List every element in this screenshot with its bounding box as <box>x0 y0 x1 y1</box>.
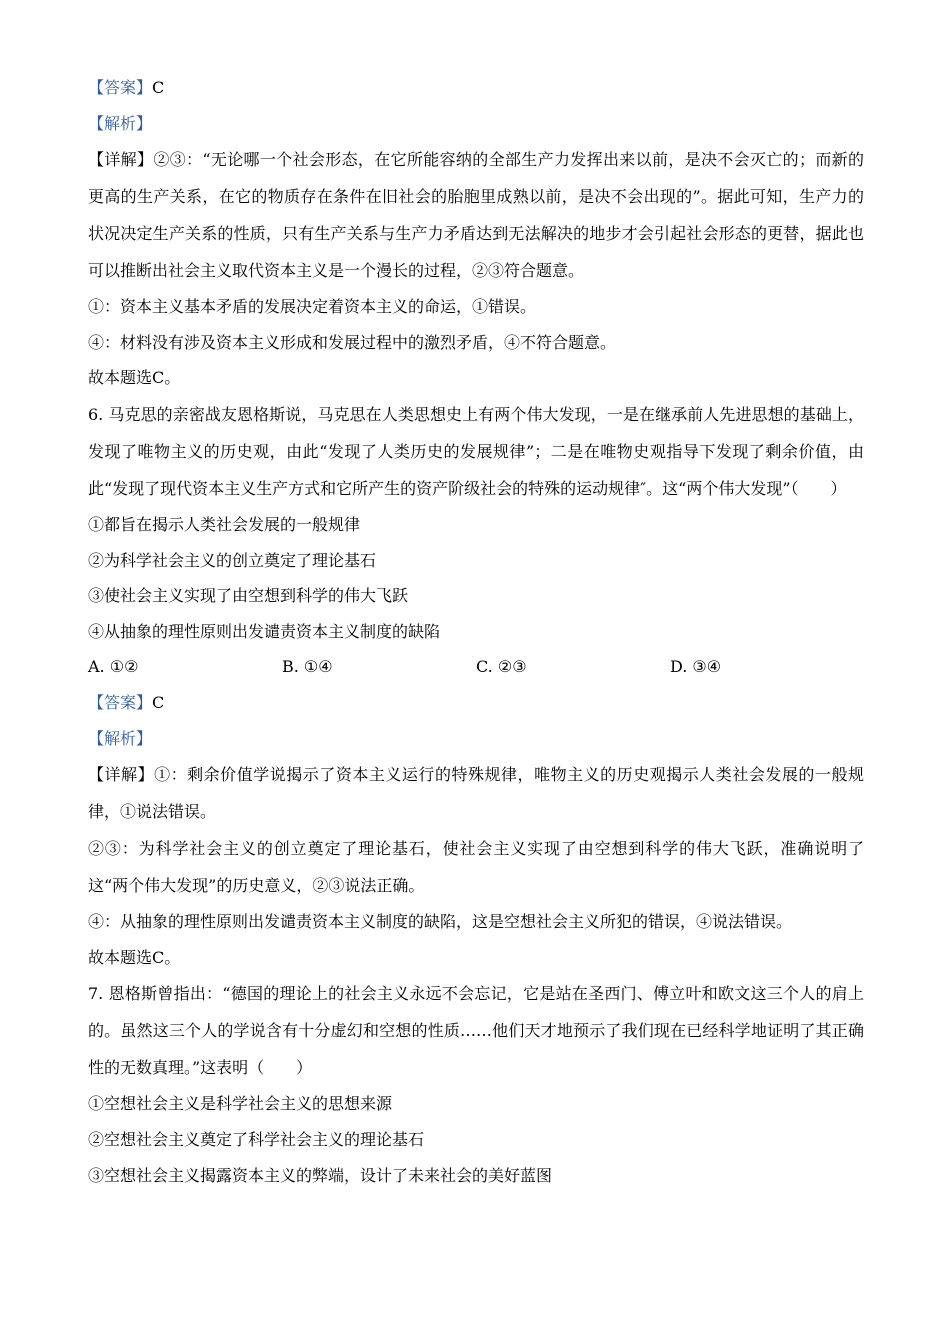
q6-conclusion: 故本题选C。 <box>88 947 181 967</box>
q7-item-2: ②空想社会主义奠定了科学社会主义的理论基石 <box>88 1129 425 1149</box>
q5-conclusion: 故本题选C。 <box>88 368 181 388</box>
q6-analysis-line <box>88 721 864 757</box>
document-page <box>88 70 864 1193</box>
detail-tag: 【详解】 <box>88 150 154 170</box>
answer-tag: 【答案】 <box>88 78 153 97</box>
q5-detail-paragraph <box>88 141 864 289</box>
q6-item-4: ④从抽象的理性原则出发谴责资本主义制度的缺陷 <box>88 621 441 641</box>
answer-value: C <box>152 78 165 97</box>
detail-text: ②③：“无论哪一个社会形态，在它所能容纳的全部生产力发挥出来以前，是决不会灭亡的；而新的更高的生产关系，在它的物质存在条件在旧社会的胎胞里成熟以前，是决不会出现的”。据此可知，生产力的状况决定生产关系的性质，只有生产关系与生产力矛盾达到无法解决的地步才会引起社会形态的更替，据此也可以推断出社会主义取代资本主义是一个漫长的过程，②③符合题意。 <box>88 150 864 281</box>
option-a: A. ①② <box>88 657 139 677</box>
analysis-tag: 【解析】 <box>88 728 153 748</box>
q5-analysis-line <box>88 106 864 142</box>
q6-stem: 6. 马克思的亲密战友恩格斯说，马克思在人类思想史上有两个伟大发现，一是在继承前人先进思想的基础上，发现了唯物主义的历史观，由此“发现了人类历史的发展规律”；二是在唯物史观指导下发现了剩余价值，由此“发现了现代资本主义生产方式和它所产生的资产阶级社会的特殊的运动规律″。这“两个伟大发现”（ ） <box>88 404 864 498</box>
option-b: B. ①④ <box>282 657 333 677</box>
q6-answer-line <box>88 685 864 721</box>
q7-item-3: ③空想社会主义揭露资本主义的弊端，设计了未来社会的美好蓝图 <box>88 1165 553 1185</box>
q5-detail-line-2: ①：资本主义基本矛盾的发展决定着资本主义的命运，①错误。 <box>88 297 537 317</box>
answer-value: C <box>152 692 165 712</box>
detail-text: ①：剩余价值学说揭示了资本主义运行的特殊规律，唯物主义的历史观揭示人类社会发展的一般规律，①说法错误。 <box>88 765 864 822</box>
answer-tag: 【答案】 <box>88 692 153 712</box>
q6-item-1: ①都旨在揭示人类社会发展的一般规律 <box>88 514 361 534</box>
detail-tag: 【详解】 <box>88 765 155 785</box>
q6-detail-paragraph-2: ②③：为科学社会主义的创立奠定了理论基石，使社会主义实现了由空想到科学的伟大飞跃，准确说明了这“两个伟大发现”的历史意义，②③说法正确。 <box>88 839 864 896</box>
q5-answer-line <box>88 70 864 106</box>
q6-detail-paragraph-1 <box>88 756 864 830</box>
option-d: D. ③④ <box>670 657 722 677</box>
q7-stem: 7. 恩格斯曾指出：“德国的理论上的社会主义永远不会忘记，它是站在圣西门、傅立叶和欧文这三个人的肩上的。虽然这三个人的学说含有十分虚幻和空想的性质……他们天才地预示了我们现在已经科学地证明了其正确性的无数真理。”这表明（ ） <box>88 984 864 1078</box>
option-c: C. ②③ <box>476 657 527 677</box>
analysis-tag: 【解析】 <box>88 113 153 133</box>
q6-item-3: ③使社会主义实现了由空想到科学的伟大飞跃 <box>88 586 409 606</box>
q6-detail-line-3: ④：从抽象的理性原则出发谴责资本主义制度的缺陷，这是空想社会主义所犯的错误，④说法错误。 <box>88 912 793 932</box>
q5-detail-line-3: ④：材料没有涉及资本主义形成和发展过程中的激烈矛盾，④不符合题意。 <box>88 332 617 352</box>
q6-options <box>88 649 864 685</box>
q6-item-2: ②为科学社会主义的创立奠定了理论基石 <box>88 550 377 570</box>
q7-item-1: ①空想社会主义是科学社会主义的思想来源 <box>88 1094 393 1114</box>
